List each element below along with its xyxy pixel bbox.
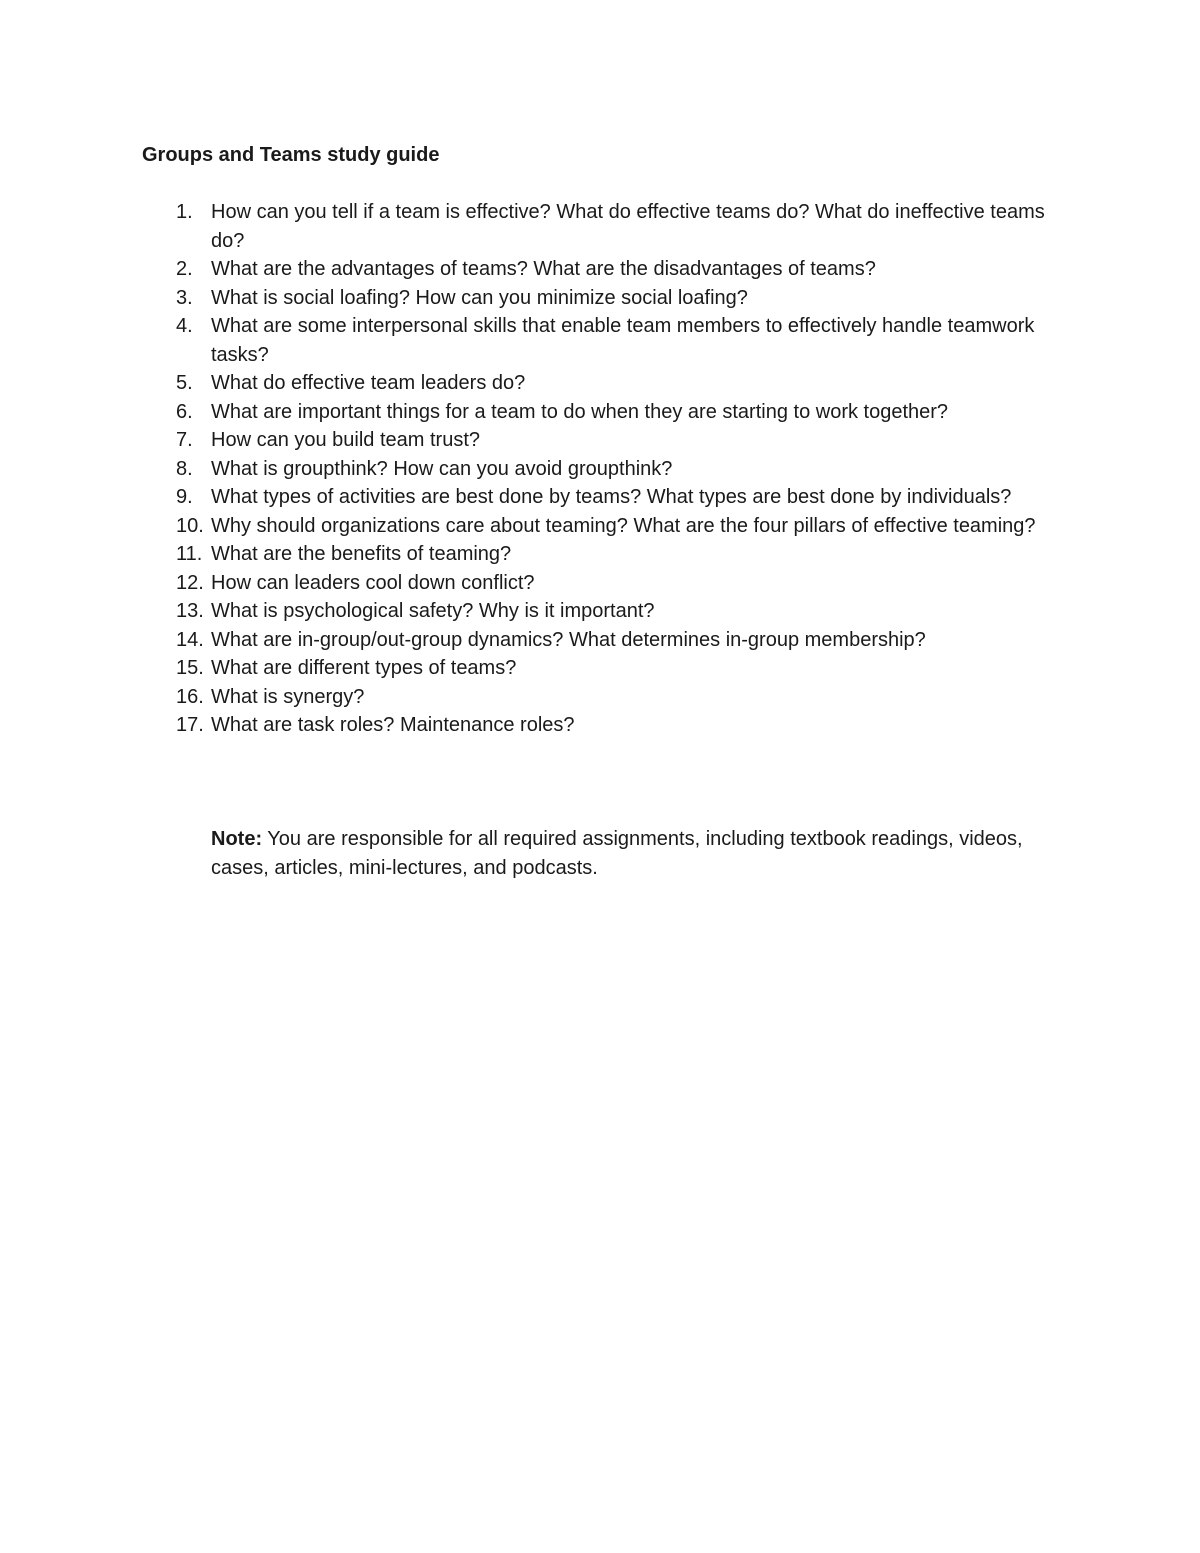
list-item bbox=[0, 369, 1200, 398]
question-number: 3. bbox=[176, 286, 193, 309]
question-number: 2. bbox=[176, 258, 193, 280]
list-item bbox=[0, 198, 1200, 255]
question-text: How can you build team trust? bbox=[211, 429, 481, 451]
question-number: 8. bbox=[176, 457, 193, 480]
list-item bbox=[0, 426, 1200, 455]
question-text: What are in-group/out-group dynamics? What determines in-group membership? bbox=[211, 628, 926, 651]
question-number: 12. bbox=[176, 571, 204, 594]
list-item bbox=[0, 312, 1200, 369]
note-label: Note: bbox=[211, 828, 263, 850]
question-text: What are important things for a team to do when they are starting to work together? bbox=[211, 400, 949, 423]
page-title: Groups and Teams study guide bbox=[142, 144, 440, 166]
question-number: 14. bbox=[176, 628, 204, 651]
question-number: 9. bbox=[176, 486, 193, 508]
question-list bbox=[0, 198, 1200, 740]
question-number: 7. bbox=[176, 429, 193, 451]
list-item bbox=[0, 398, 1200, 427]
question-number: 13. bbox=[176, 600, 204, 622]
question-number: 1. bbox=[176, 201, 193, 223]
question-text: What is social loafing? How can you minimize social loafing? bbox=[211, 286, 748, 309]
question-text: How can you tell if a team is effective? What do effective teams do? What do ineffective teams do? bbox=[211, 201, 1045, 252]
question-number: 10. bbox=[176, 514, 204, 537]
list-item bbox=[0, 626, 1200, 655]
question-text: What is groupthink? How can you avoid groupthink? bbox=[211, 457, 673, 480]
question-number: 5. bbox=[176, 372, 193, 394]
question-number: 17. bbox=[176, 714, 204, 736]
list-item bbox=[0, 711, 1200, 740]
list-item bbox=[0, 654, 1200, 683]
list-item bbox=[0, 483, 1200, 512]
question-text: What is psychological safety? Why is it important? bbox=[211, 600, 655, 622]
list-item bbox=[0, 597, 1200, 626]
list-item bbox=[0, 455, 1200, 484]
list-item bbox=[0, 683, 1200, 712]
question-text: What are the advantages of teams? What are the disadvantages of teams? bbox=[211, 258, 876, 280]
question-text: What are the benefits of teaming? bbox=[211, 543, 512, 565]
question-text: What is synergy? bbox=[211, 685, 365, 708]
question-text: What types of activities are best done by teams? What types are best done by individuals? bbox=[211, 486, 1012, 508]
question-number: 11. bbox=[176, 543, 203, 565]
list-item bbox=[0, 569, 1200, 598]
question-text: Why should organizations care about teaming? What are the four pillars of effective teaming? bbox=[211, 514, 1036, 537]
list-item bbox=[0, 540, 1200, 569]
list-item bbox=[0, 255, 1200, 284]
question-text: What are some interpersonal skills that enable team members to effectively handle teamwork tasks? bbox=[211, 315, 1035, 366]
question-number: 15. bbox=[176, 657, 204, 679]
question-text: What are different types of teams? bbox=[211, 657, 517, 679]
question-text: What are task roles? Maintenance roles? bbox=[211, 714, 575, 736]
question-text: What do effective team leaders do? bbox=[211, 372, 526, 394]
question-text: How can leaders cool down conflict? bbox=[211, 571, 535, 594]
list-item bbox=[0, 512, 1200, 541]
list-item bbox=[0, 284, 1200, 313]
question-number: 6. bbox=[176, 400, 193, 423]
note-paragraph bbox=[211, 825, 1061, 882]
question-number: 4. bbox=[176, 315, 193, 337]
note-text: You are responsible for all required assignments, including textbook readings, videos, cases, articles, mini-lectures, and podcasts. bbox=[211, 828, 1023, 879]
question-number: 16. bbox=[176, 685, 204, 708]
